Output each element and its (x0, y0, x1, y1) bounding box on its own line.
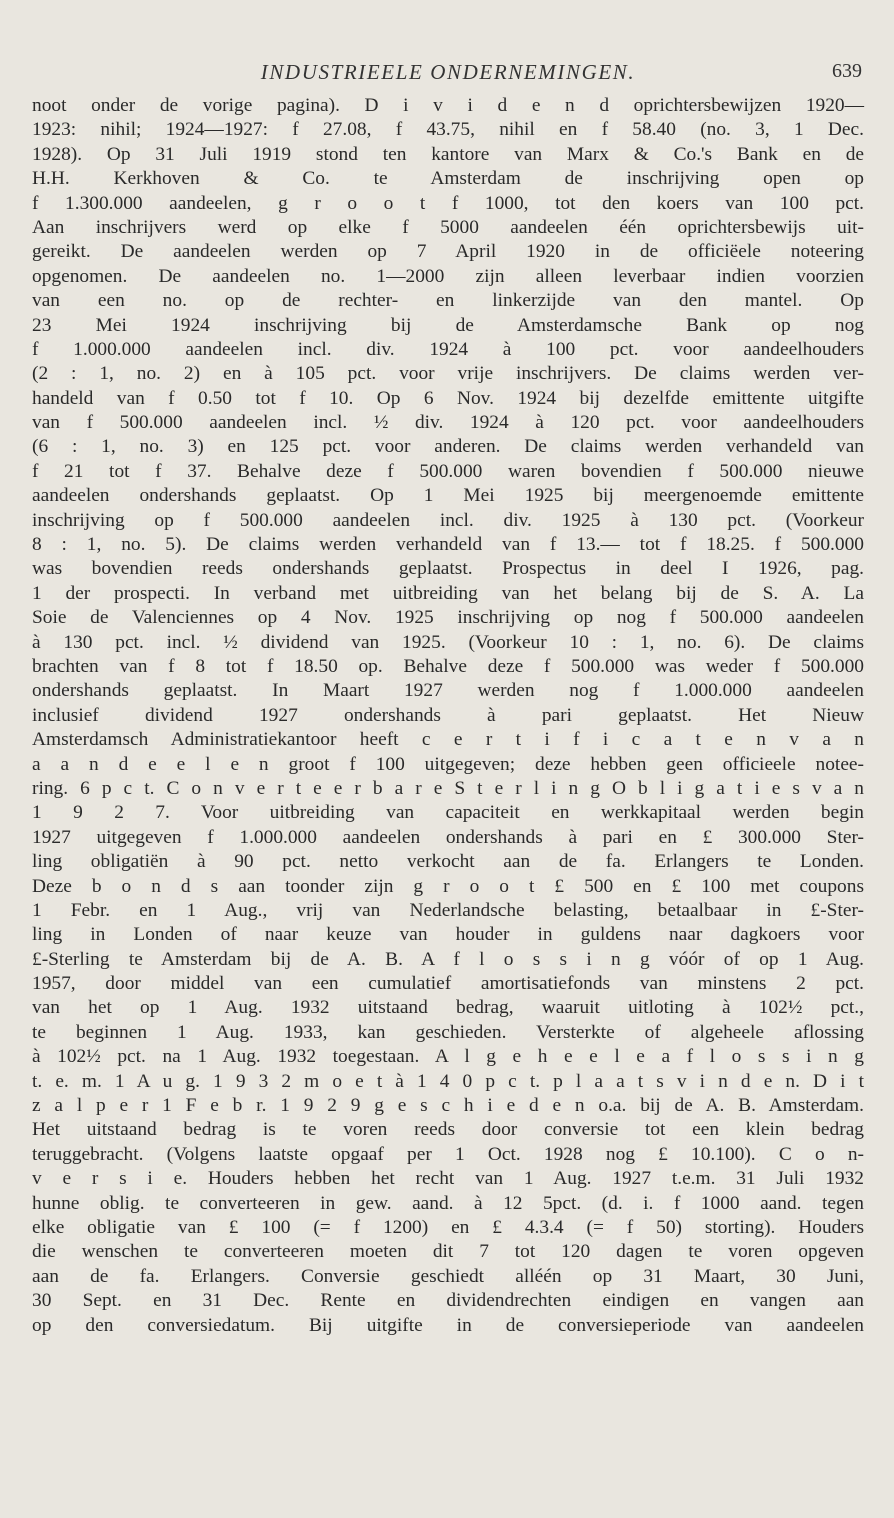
text-line: H.H. Kerkhoven & Co. te Amsterdam de inschrijving open op (32, 168, 864, 190)
body-text (32, 94, 864, 1338)
text-line: inclusief dividend 1927 ondershands à pari geplaatst. Het Nieuw (32, 704, 864, 726)
text-line: te beginnen 1 Aug. 1933, kan geschieden. Versterkte of algeheele aflossing (32, 1021, 864, 1043)
text-line: 1 Febr. en 1 Aug., vrij van Nederlandsche belasting, betaalbaar in £-Ster- (32, 899, 864, 921)
text-line: Soie de Valenciennes op 4 Nov. 1925 inschrijving op nog f 500.000 aandeelen (32, 607, 864, 629)
text-line: 1928). Op 31 Juli 1919 stond ten kantore van Marx & Co.'s Bank en de (32, 143, 864, 165)
text-line: aan de fa. Erlangers. Conversie geschiedt alléén op 31 Maart, 30 Juni, (32, 1265, 864, 1287)
text-line: Het uitstaand bedrag is te voren reeds door conversie tot een klein bedrag (32, 1119, 864, 1141)
text-line: Deze b o n d s aan toonder zijn g r o o t £ 500 en £ 100 met coupons (32, 875, 864, 897)
text-line: ling in Londen of naar keuze van houder in guldens naar dagkoers voor (32, 924, 864, 946)
text-line: (6 : 1, no. 3) en 125 pct. voor anderen. De claims werden verhandeld van (32, 436, 864, 458)
text-line: inschrijving op f 500.000 aandeelen incl. div. 1925 à 130 pct. (Voorkeur (32, 509, 864, 531)
text-line: opgenomen. De aandeelen no. 1—2000 zijn alleen leverbaar indien voorzien (32, 265, 864, 287)
text-line: van het op 1 Aug. 1932 uitstaand bedrag, waaruit uitloting à 102½ pct., (32, 997, 864, 1019)
text-line: 8 : 1, no. 5). De claims werden verhandeld van f 13.— tot f 18.25. f 500.000 (32, 534, 864, 556)
text-line: 1927 uitgegeven f 1.000.000 aandeelen ondershands à pari en £ 300.000 Ster- (32, 826, 864, 848)
text-line: z a l p e r 1 F e b r. 1 9 2 9 g e s c h i e d e n o.a. bij de A. B. Amsterdam. (32, 1095, 864, 1117)
text-line: 1 9 2 7. Voor uitbreiding van capaciteit en werkkapitaal werden begin (32, 802, 864, 824)
text-line: van f 500.000 aandeelen incl. ½ div. 1924 à 120 pct. voor aandeelhouders (32, 412, 864, 434)
text-line: hunne oblig. te converteeren in gew. aand. à 12 5pct. (d. i. f 1000 aand. tegen (32, 1192, 864, 1214)
text-line: elke obligatie van £ 100 (= f 1200) en £ 4.3.4 (= f 50) storting). Houders (32, 1216, 864, 1238)
text-line: 1 der prospecti. In verband met uitbreiding van het belang bij de S. A. La (32, 582, 864, 604)
text-line: op den conversiedatum. Bij uitgifte in de conversieperiode van aandeelen (32, 1314, 864, 1336)
text-line: ling obligatiën à 90 pct. netto verkocht aan de fa. Erlangers te Londen. (32, 851, 864, 873)
text-line: 1957, door middel van een cumulatief amortisatiefonds van minstens 2 pct. (32, 973, 864, 995)
text-line: ondershands geplaatst. In Maart 1927 werden nog f 1.000.000 aandeelen (32, 680, 864, 702)
text-line: 23 Mei 1924 inschrijving bij de Amsterdamsche Bank op nog (32, 314, 864, 336)
text-line: die wenschen te converteeren moeten dit 7 tot 120 dagen te voren opgeven (32, 1241, 864, 1263)
text-line: was bovendien reeds ondershands geplaatst. Prospectus in deel I 1926, pag. (32, 558, 864, 580)
text-line: (2 : 1, no. 2) en à 105 pct. voor vrije inschrijvers. De claims werden ver- (32, 363, 864, 385)
text-line: t. e. m. 1 A u g. 1 9 3 2 m o e t à 1 4 0 p c t. p l a a t s v i n d e n. D i t (32, 1070, 864, 1092)
text-line: f 21 tot f 37. Behalve deze f 500.000 waren bovendien f 500.000 nieuwe (32, 460, 864, 482)
text-line: a a n d e e l e n groot f 100 uitgegeven; deze hebben geen officieele notee- (32, 753, 864, 775)
text-line: Aan inschrijvers werd op elke f 5000 aandeelen één oprichtersbewijs uit- (32, 216, 864, 238)
text-line: teruggebracht. (Volgens laatste opgaaf per 1 Oct. 1928 nog £ 10.100). C o n- (32, 1143, 864, 1165)
text-line: 30 Sept. en 31 Dec. Rente en dividendrechten eindigen en vangen aan (32, 1290, 864, 1312)
text-line: à 102½ pct. na 1 Aug. 1932 toegestaan. A l g e h e e l e a f l o s s i n g (32, 1046, 864, 1068)
text-line: Amsterdamsch Administratiekantoor heeft c e r t i f i c a t e n v a n (32, 729, 864, 751)
running-header (32, 52, 864, 92)
text-line: v e r s i e. Houders hebben het recht van 1 Aug. 1927 t.e.m. 31 Juli 1932 (32, 1168, 864, 1190)
text-line: brachten van f 8 tot f 18.50 op. Behalve deze f 500.000 was weder f 500.000 (32, 655, 864, 677)
text-line: noot onder de vorige pagina). D i v i d e n d oprichtersbewijzen 1920— (32, 95, 864, 116)
text-line: à 130 pct. incl. ½ dividend van 1925. (Voorkeur 10 : 1, no. 6). De claims (32, 631, 864, 653)
text-line: f 1.000.000 aandeelen incl. div. 1924 à 100 pct. voor aandeelhouders (32, 338, 864, 360)
text-line: ring. 6 p c t. C o n v e r t e e r b a r e S t e r l i n g O b l i g a t i e s v a n (32, 777, 864, 799)
text-line: £-Sterling te Amsterdam bij de A. B. A f l o s s i n g vóór of op 1 Aug. (32, 948, 864, 970)
text-line: f 1.300.000 aandeelen, g r o o t f 1000, tot den koers van 100 pct. (32, 192, 864, 214)
running-title: INDUSTRIEELE ONDERNEMINGEN. (260, 60, 636, 84)
text-line: 1923: nihil; 1924—1927: f 27.08, f 43.75, nihil en f 58.40 (no. 3, 1 Dec. (32, 119, 864, 141)
text-line: aandeelen ondershands geplaatst. Op 1 Mei 1925 bij meergenoemde emittente (32, 485, 864, 507)
page-number: 639 (832, 60, 862, 82)
text-line: handeld van f 0.50 tot f 10. Op 6 Nov. 1924 bij dezelfde emittente uitgifte (32, 387, 864, 409)
text-line: van een no. op de rechter- en linkerzijde van den mantel. Op (32, 290, 864, 312)
text-line: gereikt. De aandeelen werden op 7 April 1920 in de officiëele noteering (32, 241, 864, 263)
